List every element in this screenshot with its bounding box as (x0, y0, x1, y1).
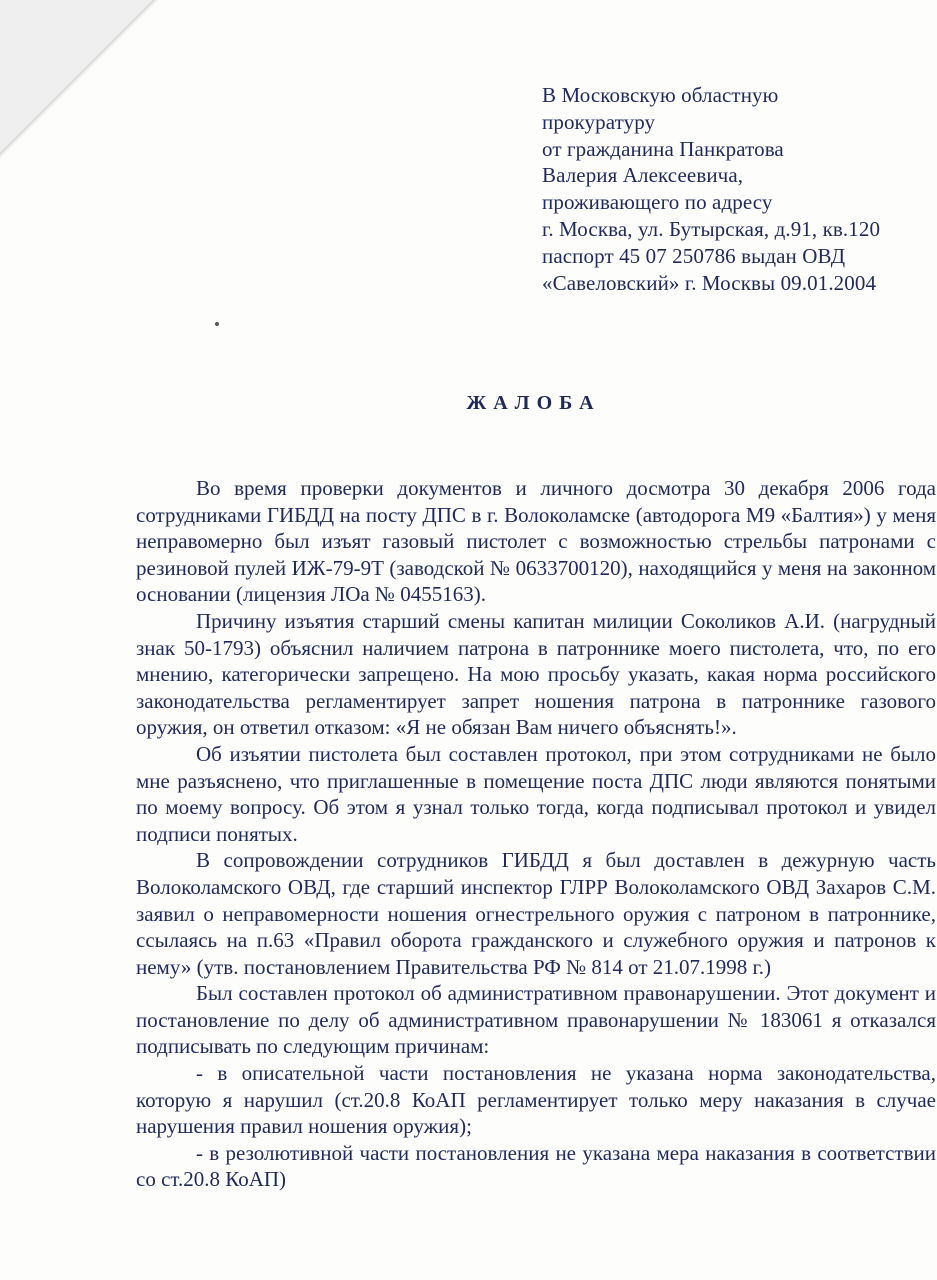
folded-corner (0, 0, 160, 160)
paragraph: Об изъятии пистолета был составлен протокол, при этом сотрудниками не было мне разъяснено, что приглашенные в помещение поста ДПС люди являются понятыми по моему вопросу. Об этом я узнал только тогда, когда подписывал протокол и увидел подписи понятых. (136, 741, 936, 846)
address-line: Валерия Алексеевича, (542, 163, 744, 188)
address-line: прокуратуру (542, 109, 656, 134)
address-line: В Московскую областную (542, 83, 779, 107)
address-line: паспорт 45 07 250786 выдан ОВД (542, 243, 846, 268)
complaint-body (136, 475, 936, 1193)
document-title: ЖАЛОБА (466, 392, 601, 414)
address-line: проживающего по адресу (542, 190, 773, 215)
address-line: г. Москва, ул. Бутырская, д.91, кв.120 (542, 216, 881, 241)
address-line: «Савеловский» г. Москвы 09.01.2004 (542, 270, 877, 295)
paragraph: Причину изъятия старший смены капитан милиции Соколиков А.И. (нагрудный знак 50-1793) объяснил наличием патрона в патроннике моего пистолета, что, по его мнению, категорически запрещено. На мою просьбу указать, какая норма российского законодательства регламентирует запрет ношения патрона в патроннике газового оружия, он ответил отказом: «Я не обязан Вам ничего объяснять!». (136, 608, 936, 740)
scan-speck (215, 322, 219, 326)
paragraph: В сопровождении сотрудников ГИБДД я был доставлен в дежурную часть Волоколамского ОВД, где старший инспектор ГЛРР Волоколамского ОВД Захаров С.М. заявил о неправомерности ношения огнестрельного оружия с патроном в патроннике, ссылаясь на п.63 «Правил оборота гражданского и служебного оружия и патронов к нему» (утв. постановлением Правительства РФ № 814 от 21.07.1998 г.) (136, 848, 936, 979)
address-line: от гражданина Панкратова (542, 136, 784, 161)
paragraph: Во время проверки документов и личного досмотра 30 декабря 2006 года сотрудниками ГИБДД на посту ДПС в г. Волоколамске (автодорога М9 «Балтия») у меня неправомерно был изъят газовый пистолет с возможностью стрельбы патронами с резиновой пулей ИЖ-79-9Т (заводской № 0633700120), находящийся у меня на законном основании (лицензия ЛОа № 0455163). (136, 476, 936, 607)
list-item: - в резолютивной части постановления не указана мера наказания в соответствии со ст.20.8 КоАП) (136, 1140, 936, 1192)
list-item: - в описательной части постановления не указана норма законодательства, которую я нарушил (ст.20.8 КоАП регламентирует только меру наказания в случае нарушения правил ношения оружия); (136, 1061, 936, 1139)
paragraph: Был составлен протокол об административном правонарушении. Этот документ и постановление по делу об административном правонарушении № 183061 я отказался подписывать по следующим причинам: (136, 981, 936, 1059)
addressee-block (542, 82, 932, 296)
